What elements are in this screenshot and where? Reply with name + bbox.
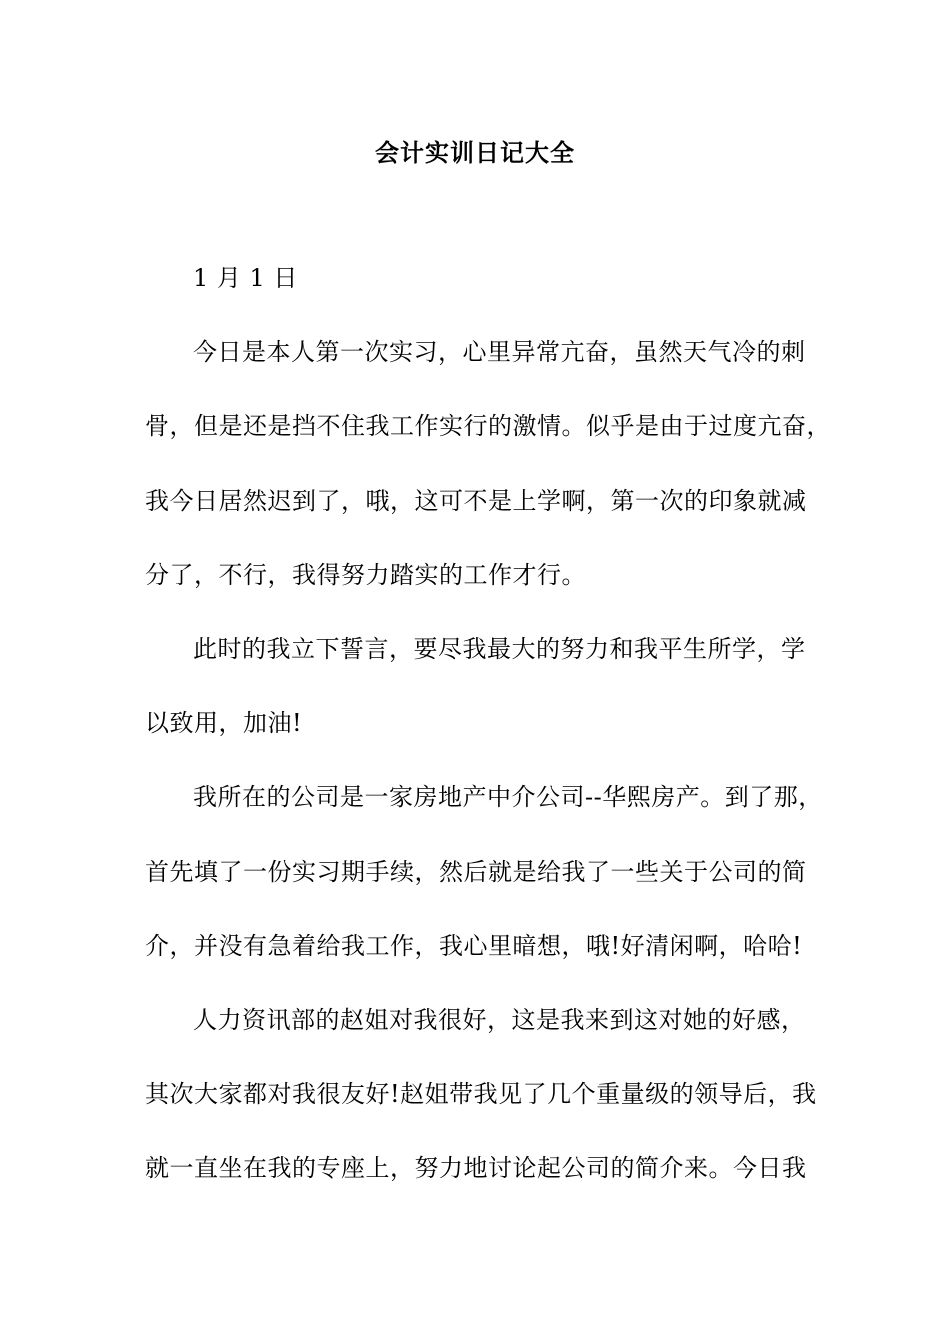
paragraph-line: 就一直坐在我的专座上，努力地讨论起公司的简介来。今日我 bbox=[145, 1154, 807, 1183]
date-line: 1 月 1 日 bbox=[193, 264, 298, 292]
document-body bbox=[145, 258, 831, 1222]
paragraph-line: 今日是本人第一次实习，心里异常亢奋，虽然天气冷的刺 bbox=[193, 338, 806, 367]
paragraph-line: 分了，不行，我得努力踏实的工作才行。 bbox=[145, 560, 586, 589]
paragraph-line: 我所在的公司是一家房地产中介公司--华熙房产。到了那， bbox=[193, 783, 823, 812]
paragraph-line: 介，并没有急着给我工作，我心里暗想，哦!好清闲啊，哈哈! bbox=[145, 931, 803, 960]
paragraph-line: 此时的我立下誓言，要尽我最大的努力和我平生所学，学 bbox=[193, 634, 806, 663]
paragraph-line: 以致用，加油! bbox=[145, 709, 303, 738]
document-title: 会计实训日记大全 bbox=[375, 138, 575, 167]
paragraph-line: 人力资讯部的赵姐对我很好，这是我来到这对她的好感， bbox=[193, 1005, 806, 1034]
paragraph-line: 我今日居然迟到了，哦，这可不是上学啊，第一次的印象就减 bbox=[145, 486, 807, 515]
paragraph-line: 其次大家都对我很友好!赵姐带我见了几个重量级的领导后，我 bbox=[145, 1080, 817, 1109]
paragraph-line: 首先填了一份实习期手续，然后就是给我了一些关于公司的简 bbox=[145, 857, 807, 886]
paragraph-line: 骨，但是还是挡不住我工作实行的激情。似乎是由于过度亢奋， bbox=[145, 412, 831, 441]
